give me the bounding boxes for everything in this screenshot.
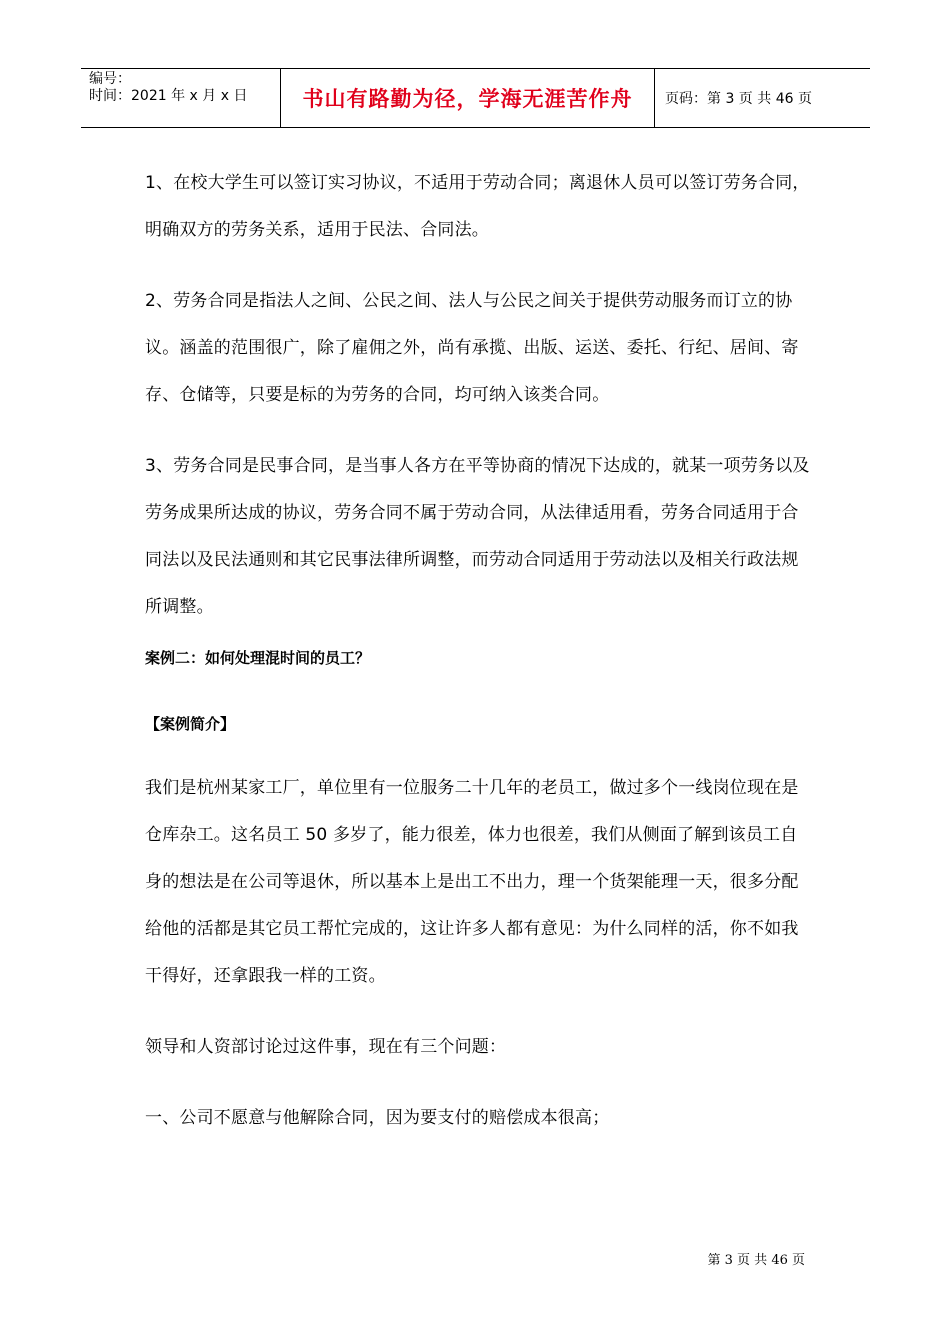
paragraph-3: 3、劳务合同是民事合同，是当事人各方在平等协商的情况下达成的，就某一项劳务以及劳务成果所达成的协议，劳务合同不属于劳动合同，从法律适用看，劳务合同适用于合同法以及民法通则和其它民事法律所调整，而劳动合同适用于劳动法以及相关行政法规所调整。 [145,456,810,617]
header-motto: 书山有路勤为径，学海无涯苦作舟 [281,69,655,127]
document-date-label: 时间：2021 年 x 月 x 日 [89,88,248,104]
case-paragraph-3: 一、公司不愿意与他解除合同，因为要支付的赔偿成本很高； [145,1108,610,1128]
case-title: 案例二：如何处理混时间的员工？ [145,649,371,667]
paragraph-2: 2、劳务合同是指法人之间、公民之间、法人与公民之间关于提供劳动服务而订立的协议。涵盖的范围很广，除了雇佣之外，尚有承揽、出版、运送、委托、行纪、居间、寄存、仓储等，只要是标的为劳务的合同，均可纳入该类合同。 [145,291,799,405]
document-number-label: 编号： [89,71,131,87]
case-paragraph-2: 领导和人资部讨论过这件事，现在有三个问题： [145,1037,507,1057]
case-intro-heading: 【案例简介】 [145,715,236,733]
case-paragraph-1: 我们是杭州某家工厂，单位里有一位服务二十几年的老员工，做过多个一线岗位现在是仓库杂工。这名员工 50 多岁了，能力很差，体力也很差，我们从侧面了解到该员工自身的想法是在公司等退休，所以基本上是出工不出力，理一个货架能理一天，很多分配给他的活都是其它员工帮忙完成的，这让许多人都有意见：为什么同样的活，你不如我干得好，还拿跟我一样的工资。 [145,778,799,986]
document-body [145,160,810,1166]
document-header [81,68,870,128]
footer-page-number: 第 3 页 共 46 页 [707,1253,805,1268]
header-page-number: 页码：第 3 页 共 46 页 [665,91,812,107]
header-meta-cell [81,69,281,127]
paragraph-1: 1、在校大学生可以签订实习协议，不适用于劳动合同；离退休人员可以签订劳务合同，明确双方的劳务关系，适用于民法、合同法。 [145,173,810,240]
